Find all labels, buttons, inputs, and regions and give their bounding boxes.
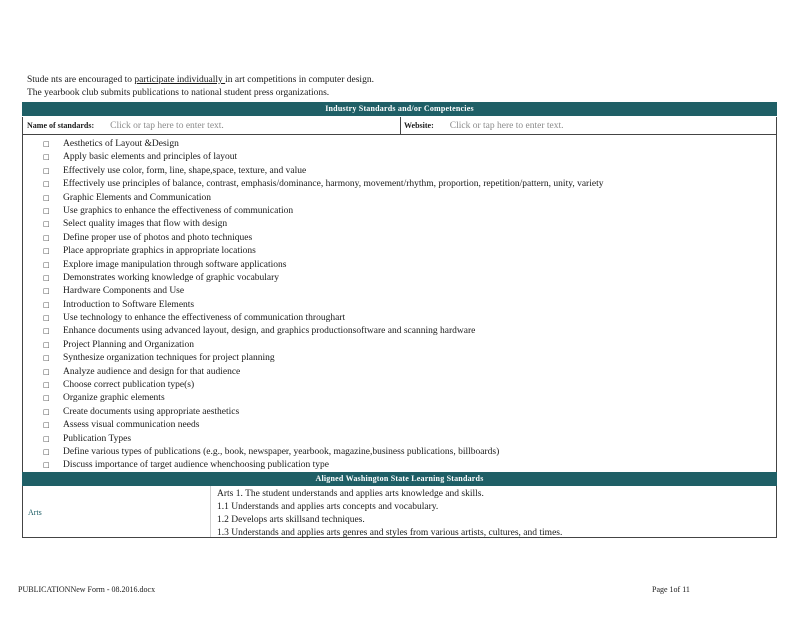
standard-text: Effectively use principles of balance, contrast, emphasis/dominance, harmony, movement/rhythm, proportion, repetition/pattern, unity, variety xyxy=(63,179,604,190)
standard-list-item xyxy=(43,419,603,432)
standard-text: Aesthetics of Layout &Design xyxy=(63,139,179,149)
standard-list-item xyxy=(43,392,603,405)
standard-list-item xyxy=(43,459,603,472)
bullet-icon: □ xyxy=(43,354,50,363)
standard-list-item xyxy=(43,165,603,178)
standard-list-item xyxy=(43,312,603,325)
bullet-icon: □ xyxy=(43,314,50,323)
arts-lines xyxy=(217,488,562,540)
standard-list-item xyxy=(43,352,603,365)
standard-text: Project Planning and Organization xyxy=(63,339,194,350)
standard-text: Apply basic elements and principles of layout xyxy=(63,152,238,163)
intro-text xyxy=(27,74,374,100)
standard-text: Graphic Elements and Communication xyxy=(63,192,212,203)
intro-line-1-suffix: in art competitions in computer design. xyxy=(225,75,374,85)
standard-list-item xyxy=(43,366,603,379)
standard-text: Discuss importance of target audience whenchoosing publication type xyxy=(63,460,330,471)
industry-standards-header: Industry Standards and/or Competencies xyxy=(22,102,777,116)
standard-list-item xyxy=(43,325,603,338)
standard-text: Effectively use color, form, line, shape,space, texture, and value xyxy=(63,165,307,176)
standard-text: Introduction to Software Elements xyxy=(63,299,195,310)
intro-line-1-prefix: Stude nts are encouraged to xyxy=(27,75,135,85)
standard-text: Organize graphic elements xyxy=(63,393,165,404)
name-of-standards-field[interactable]: Click or tap here to enter text. xyxy=(110,121,224,131)
standard-text: Choose correct publication type(s) xyxy=(63,380,195,391)
website-cell xyxy=(404,117,563,134)
name-of-standards-cell xyxy=(27,117,224,134)
arts-standards-row xyxy=(22,486,777,538)
row-divider xyxy=(400,117,401,134)
bullet-icon: □ xyxy=(43,193,50,202)
bullet-icon: □ xyxy=(43,247,50,256)
standard-text: Hardware Components and Use xyxy=(63,286,185,297)
bullet-icon: □ xyxy=(43,206,50,215)
bullet-icon: □ xyxy=(43,260,50,269)
standards-table xyxy=(22,102,777,116)
standard-text: Use graphics to enhance the effectiveness of communication xyxy=(63,205,294,216)
standard-list-item xyxy=(43,379,603,392)
intro-line-1 xyxy=(27,74,374,87)
footer-page-number: Page 1of 11 xyxy=(652,585,690,594)
bullet-icon: □ xyxy=(43,273,50,282)
standard-text: Enhance documents using advanced layout, design, and graphics productionsoftware and scanning hardware xyxy=(63,326,476,337)
bullet-icon: □ xyxy=(43,140,50,148)
standard-list-item xyxy=(43,339,603,352)
arts-line: 1.1 Understands and applies arts concepts and vocabulary. xyxy=(217,502,439,512)
standard-list-item xyxy=(43,178,603,191)
bullet-icon: □ xyxy=(43,153,50,162)
bullet-icon: □ xyxy=(43,461,50,470)
bullet-icon: □ xyxy=(43,220,50,229)
bullet-icon: □ xyxy=(43,447,50,456)
bullet-icon: □ xyxy=(43,340,50,349)
standard-text: Define various types of publications (e.g., book, newspaper, yearbook, magazine,business publications, billboards) xyxy=(63,446,500,457)
bullet-icon: □ xyxy=(43,381,50,390)
standards-name-row xyxy=(22,117,777,135)
standard-text: Publication Types xyxy=(63,433,132,444)
arts-line: 1.3 Understands and applies arts genres and styles from various artists, cultures, and times. xyxy=(217,528,563,538)
bullet-icon: □ xyxy=(43,434,50,443)
intro-line-2: The yearbook club submits publications to national student press organizations. xyxy=(27,88,330,98)
standard-text: Assess visual communication needs xyxy=(63,420,200,431)
aligned-standards-header: Aligned Washington State Learning Standards xyxy=(22,472,777,486)
intro-underlined-phrase: participate individually xyxy=(134,75,226,85)
bullet-icon: □ xyxy=(43,180,50,189)
website-field[interactable]: Click or tap here to enter text. xyxy=(449,121,564,131)
standards-list xyxy=(43,138,603,473)
standard-list-item xyxy=(43,285,603,298)
bullet-icon: □ xyxy=(43,407,50,416)
standard-list-item xyxy=(43,138,603,151)
bullet-icon: □ xyxy=(43,287,50,296)
standard-list-item xyxy=(43,299,603,312)
footer-filename: PUBLICATIONNew Form - 08.2016.docx xyxy=(18,585,156,594)
aligned-standards-bar-wrap xyxy=(22,472,777,486)
bullet-icon: □ xyxy=(43,327,50,336)
arts-line: 1.2 Develops arts skillsand techniques. xyxy=(217,515,365,525)
standard-text: Create documents using appropriate aesthetics xyxy=(63,406,240,417)
website-label: Website: xyxy=(404,121,434,130)
standard-list-item xyxy=(43,232,603,245)
arts-divider xyxy=(210,486,211,537)
bullet-icon: □ xyxy=(43,233,50,242)
standard-text: Analyze audience and design for that audience xyxy=(63,366,241,377)
standards-list-box xyxy=(22,135,777,472)
arts-line: Arts 1. The student understands and applies arts knowledge and skills. xyxy=(217,489,484,499)
standard-text: Place appropriate graphics in appropriate locations xyxy=(63,246,256,257)
bullet-icon: □ xyxy=(43,166,50,175)
bullet-icon: □ xyxy=(43,421,50,430)
standard-list-item xyxy=(43,218,603,231)
standard-list-item xyxy=(43,446,603,459)
standard-list-item xyxy=(43,272,603,285)
standard-text: Use technology to enhance the effectiveness of communication throughart xyxy=(63,313,346,324)
standard-text: Explore image manipulation through software applications xyxy=(63,259,287,270)
standard-list-item xyxy=(43,205,603,218)
standard-list-item xyxy=(43,192,603,205)
standard-text: Define proper use of photos and photo techniques xyxy=(63,232,253,243)
standard-list-item xyxy=(43,245,603,258)
standard-list-item xyxy=(43,406,603,419)
arts-label: Arts xyxy=(28,508,42,517)
bullet-icon: □ xyxy=(43,300,50,309)
standard-text: Synthesize organization techniques for project planning xyxy=(63,353,275,364)
standard-text: Demonstrates working knowledge of graphic vocabulary xyxy=(63,272,280,283)
bullet-icon: □ xyxy=(43,394,50,403)
standard-list-item xyxy=(43,259,603,272)
name-of-standards-label: Name of standards: xyxy=(27,121,95,130)
standard-text: Select quality images that flow with design xyxy=(63,219,228,230)
standard-list-item xyxy=(43,433,603,446)
bullet-icon: □ xyxy=(43,367,50,376)
standard-list-item xyxy=(43,151,603,164)
